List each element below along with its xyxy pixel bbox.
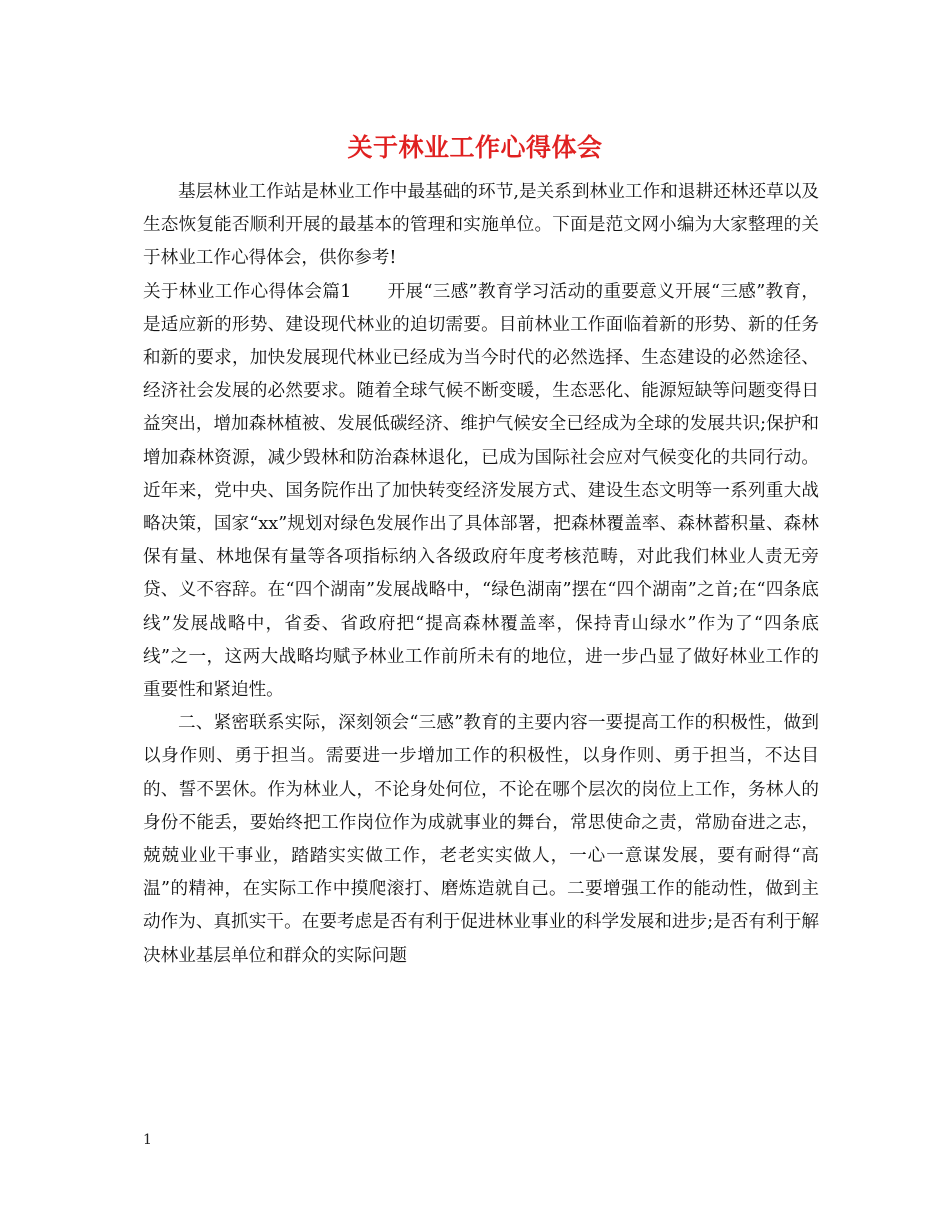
document-title: 关于林业工作心得体会 (347, 133, 603, 162)
section-one-paragraph: 关于林业工作心得体会篇1 开展“三感”教育学习活动的重要意义开展“三感”教育，是适应新的形势、建设现代林业的迫切需要。目前林业工作面临着新的形势、新的任务和新的要求，加快发展现代林业已经成为当今时代的必然选择、生态建设的必然途径、经济社会发展的必然要求。随着全球气候不断变暖，生态恶化、能源短缺等问题变得日益突出，增加森林植被、发展低碳经济、维护气候安全已经成为全球的发展共识;保护和增加森林资源，减少毁林和防治森林退化，已成为国际社会应对气候变化的共同行动。近年来，党中央、国务院作出了加快转变经济发展方式、建设生态文明等一系列重大战略决策，国家“xx”规划对绿色发展作出了具体部署，把森林覆盖率、森林蓄积量、森林保有量、林地保有量等各项指标纳入各级政府年度考核范畴，对此我们林业人责无旁贷、义不容辞。在“四个湖南”发展战略中，“绿色湖南”摆在“四个湖南”之首;在“四条底线”发展战略中，省委、省政府把“提高森林覆盖率，保持青山绿水”作为了“四条底线”之一，这两大战略均赋予林业工作前所未有的地位，进一步凸显了做好林业工作的重要性和紧迫性。 (143, 281, 819, 701)
intro-paragraph: 基层林业工作站是林业工作中最基础的环节,是关系到林业工作和退耕还林还草以及生态恢复能否顺利开展的最基本的管理和实施单位。下面是范文网小编为大家整理的关于林业工作心得体会，供你参考! (143, 182, 819, 269)
section-two-paragraph: 二、紧密联系实际，深刻领会“三感”教育的主要内容一要提高工作的积极性，做到以身作则、勇于担当。需要进一步增加工作的积极性，以身作则、勇于担当，不达目的、誓不罢休。作为林业人，不论身处何位，不论在哪个层次的岗位上工作，务林人的身份不能丢，要始终把工作岗位作为成就事业的舞台，常思使命之责，常励奋进之志，兢兢业业干事业，踏踏实实做工作，老老实实做人，一心一意谋发展，要有耐得“高温”的精神，在实际工作中摸爬滚打、磨炼造就自己。二要增强工作的能动性，做到主动作为、真抓实干。在要考虑是否有利于促进林业事业的科学发展和进步;是否有利于解决林业基层单位和群众的实际问题 (143, 713, 819, 966)
page-number: 1 (143, 1132, 152, 1148)
document-body (143, 176, 819, 973)
